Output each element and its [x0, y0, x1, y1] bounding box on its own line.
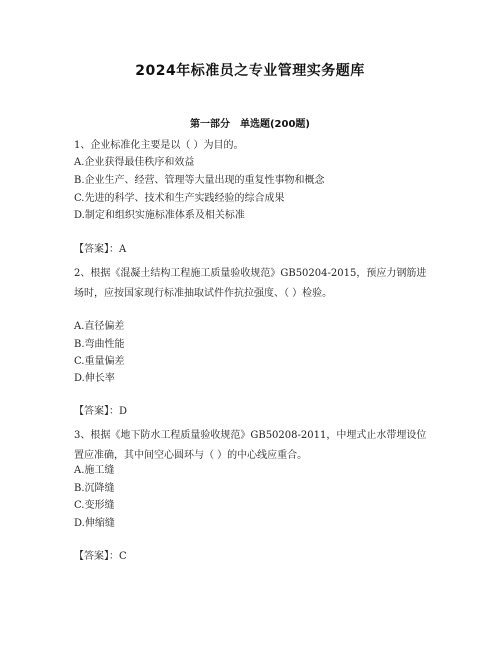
section-part: 第一部分: [189, 119, 230, 130]
question-2-option-a: A.直径偏差: [74, 321, 125, 332]
question-2-option-d: D.伸长率: [74, 373, 115, 384]
question-3-stem: 3、根据《地下防水工程质量验收规范》GB50208-2011，中埋式止水带埋设位置应准确，其中间空心圆环与（ ）的中心线应重合。: [74, 430, 427, 461]
question-1-answer: 【答案】：A: [74, 244, 127, 255]
section-heading: [0, 115, 500, 130]
question-3-option-a: A.施工缝: [74, 465, 115, 476]
question-1-option-a: A.企业获得最佳秩序和效益: [74, 157, 195, 168]
question-1-stem: 1、企业标准化主要是以（ ）为目的。: [74, 140, 244, 151]
question-2-option-c: C.重量偏差: [74, 356, 125, 367]
question-3-answer: 【答案】：C: [74, 551, 127, 562]
document-title: 2024年标准员之专业管理实务题库: [135, 63, 365, 79]
section-type: 单选题(200题): [239, 119, 310, 130]
question-1-option-b: B.企业生产、经营、管理等大量出现的重复性事物和概念: [74, 175, 325, 186]
question-2-stem: 2、根据《混凝土结构工程施工质量验收规范》GB50204-2015，预应力钢筋进场时，应按国家现行标准抽取试件作抗拉强度、（ ）检验。: [74, 268, 427, 299]
question-2-option-b: B.弯曲性能: [74, 339, 125, 350]
question-2-answer: 【答案】：D: [74, 406, 128, 417]
question-3-option-d: D.伸缩缝: [74, 518, 115, 529]
question-3-option-c: C.变形缝: [74, 500, 115, 511]
question-3-option-b: B.沉降缝: [74, 483, 115, 494]
question-1-option-c: C.先进的科学、技术和生产实践经验的综合成果: [74, 193, 285, 204]
question-1-option-d: D.制定和组织实施标准体系及相关标准: [74, 210, 245, 221]
